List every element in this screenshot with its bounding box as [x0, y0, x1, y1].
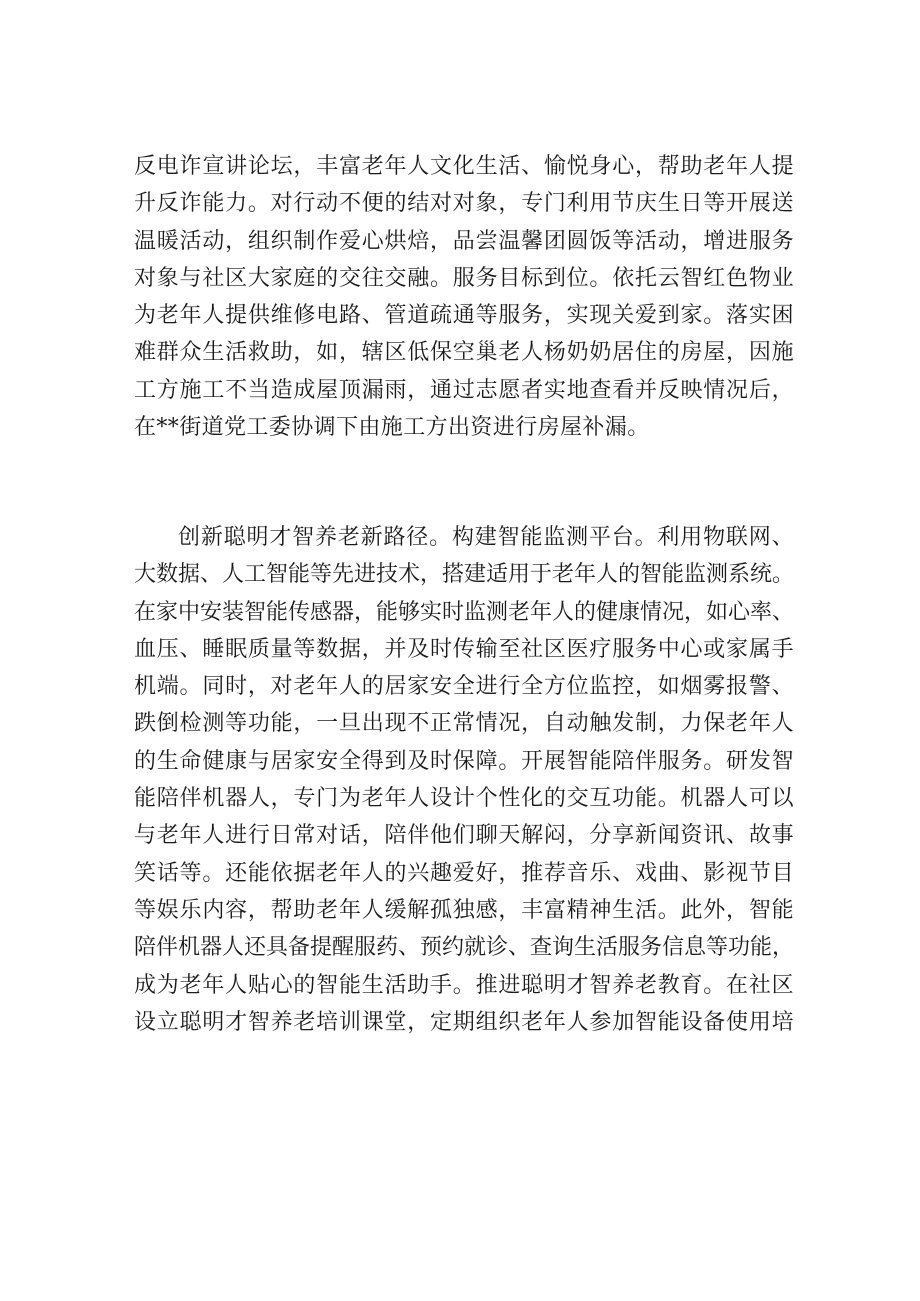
text-line: 工方施工不当造成屋顶漏雨，通过志愿者实地查看并反映情况后，: [134, 377, 794, 403]
text-line: 温暖活动，组织制作爱心烘焙，品尝温馨团圆饭等活动，增进服务: [134, 228, 794, 254]
text-line: 对象与社区大家庭的交往交融。服务目标到位。依托云智红色物业: [134, 265, 794, 291]
text-line: 能陪伴机器人，专门为老年人设计个性化的交互功能。机器人可以: [134, 786, 794, 812]
text-line: 在家中安装智能传感器，能够实时监测老年人的健康情况，如心率、: [134, 599, 795, 625]
text-line: 笑话等。还能依据老年人的兴趣爱好，推荐音乐、戏曲、影视节目: [134, 860, 794, 886]
text-line: 跌倒检测等功能，一旦出现不正常情况，自动触发制，力保老年人: [134, 711, 794, 737]
text-line: 难群众生活救助，如，辖区低保空巢老人杨奶奶居住的房屋，因施: [134, 340, 794, 366]
text-line: 设立聪明才智养老培训课堂，定期组织老年人参加智能设备使用培: [134, 1009, 794, 1035]
text-line: 创新聪明才智养老新路径。构建智能监测平台。利用物联网、: [178, 525, 794, 550]
text-line: 为老年人提供维修电路、管道疏通等服务，实现关爱到家。落实困: [134, 303, 794, 329]
paragraph-2: [134, 519, 794, 1041]
text-line: 等娱乐内容，帮助老年人缓解孤独感，丰富精神生活。此外，智能: [134, 897, 794, 923]
text-line: 大数据、人工智能等先进技术，搭建适用于老年人的智能监测系统。: [134, 562, 795, 588]
text-line: 机端。同时，对老年人的居家安全进行全方位监控，如烟雾报警、: [134, 674, 794, 700]
text-line: 血压、睡眠质量等数据，并及时传输至社区医疗服务中心或家属手: [134, 636, 794, 662]
paragraph-1: [134, 148, 794, 446]
text-line: 与老年人进行日常对话，陪伴他们聊天解闷，分享新闻资讯、故事: [134, 823, 794, 849]
text-line: 的生命健康与居家安全得到及时保障。开展智能陪伴服务。研发智: [134, 748, 794, 774]
text-line: 升反诈能力。对行动不便的结对对象，专门利用节庆生日等开展送: [134, 191, 794, 217]
text-line: 成为老年人贴心的智能生活助手。推进聪明才智养老教育。在社区: [134, 972, 794, 998]
text-line: 在**街道党工委协调下由施工方出资进行房屋补漏。: [134, 415, 650, 441]
text-line: 反电诈宣讲论坛，丰富老年人文化生活、愉悦身心，帮助老年人提: [134, 154, 794, 179]
text-line: 陪伴机器人还具备提醒服药、预约就诊、查询生活服务信息等功能，: [134, 935, 795, 961]
